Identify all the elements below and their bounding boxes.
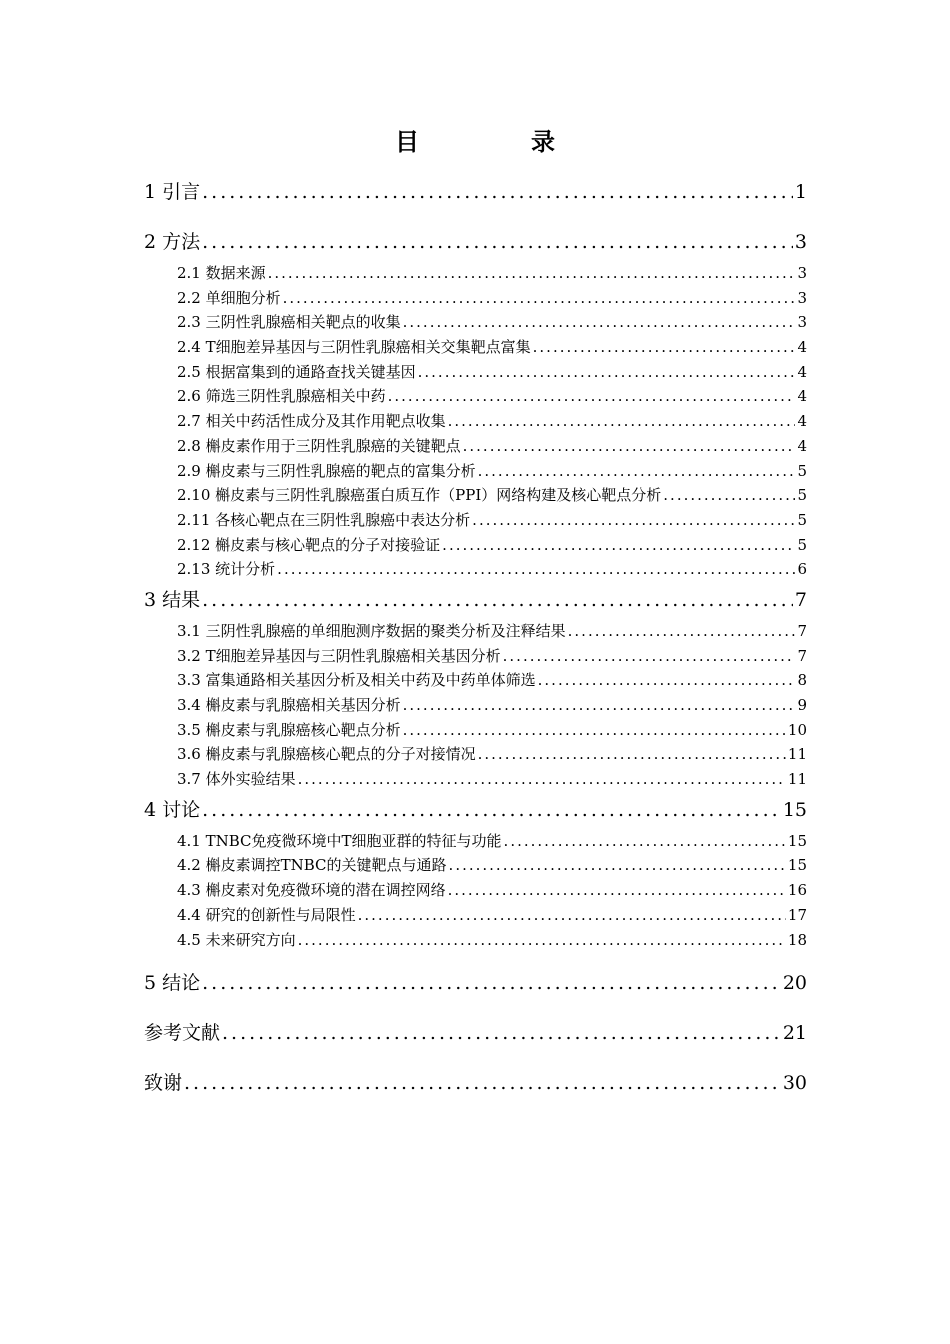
toc-entry-label: 5 结论 — [144, 972, 201, 995]
dot-leader — [503, 644, 796, 669]
toc-entry-2-1[interactable] — [144, 261, 807, 286]
toc-page-number: 16 — [787, 881, 807, 900]
toc-entry-label: 1 引言 — [144, 181, 201, 203]
dot-leader — [463, 434, 796, 459]
toc-entry-label: 3.1 三阴性乳腺癌的单细胞测序数据的聚类分析及注释结果 — [177, 621, 566, 640]
toc-entry-label: 2.3 三阴性乳腺癌相关靶点的收集 — [177, 313, 401, 332]
dot-leader — [504, 829, 786, 854]
toc-entry-2-5[interactable] — [144, 360, 807, 385]
toc-entry-label: 4.3 槲皮素对免疫微环境的潜在调控网络 — [177, 881, 446, 900]
toc-entry-4[interactable] — [144, 792, 807, 829]
toc-entry-label: 2.11 各核心靶点在三阴性乳腺癌中表达分析 — [177, 510, 471, 529]
toc-page-number: 3 — [794, 231, 807, 253]
toc-page-number: 4 — [797, 436, 807, 455]
dot-leader — [283, 286, 796, 311]
toc-page-number: 6 — [797, 560, 807, 579]
dot-leader — [448, 409, 796, 434]
toc-entry-3-2[interactable] — [144, 644, 807, 669]
toc-title: 目 录 — [395, 127, 599, 156]
toc-entry-4-5[interactable] — [144, 928, 807, 953]
dot-leader — [478, 459, 796, 484]
toc-page-number: 15 — [782, 798, 807, 821]
toc-entry-label: 2.8 槲皮素作用于三阴性乳腺癌的关键靶点 — [177, 436, 461, 455]
toc-entry-3-4[interactable] — [144, 693, 807, 718]
toc-entry-references[interactable] — [144, 1015, 807, 1052]
dot-leader — [403, 693, 796, 718]
toc-entry-4-3[interactable] — [144, 878, 807, 903]
toc-entry-label: 2.2 单细胞分析 — [177, 288, 281, 307]
dot-leader — [298, 767, 786, 792]
dot-leader — [418, 360, 796, 385]
toc-entry-3-3[interactable] — [144, 668, 807, 693]
toc-entry-4-2[interactable] — [144, 853, 807, 878]
toc-entry-label: 3.4 槲皮素与乳腺癌相关基因分析 — [177, 696, 401, 714]
toc-page-number: 18 — [787, 930, 807, 949]
dot-leader — [202, 965, 781, 1002]
dot-leader — [222, 1015, 781, 1052]
toc-entry-label: 4.2 槲皮素调控TNBC的关键靶点与通路 — [177, 856, 447, 875]
toc-entry-2-6[interactable] — [144, 384, 807, 409]
toc-entry-label: 3.3 富集通路相关基因分析及相关中药及中药单体筛选 — [177, 671, 536, 690]
toc-entry-3-1[interactable] — [144, 619, 807, 644]
toc-entry-label: 2.7 相关中药活性成分及其作用靶点收集 — [177, 412, 446, 431]
toc-page-number: 11 — [787, 770, 807, 789]
toc-entry-label: 2.10 槲皮素与三阴性乳腺癌蛋白质互作（PPI）网络构建及核心靶点分析 — [177, 486, 662, 505]
toc-page-number: 7 — [794, 588, 807, 611]
dot-leader — [442, 533, 795, 558]
toc-entry-5[interactable] — [144, 965, 807, 1002]
toc-page-number: 3 — [797, 288, 807, 307]
toc-entry-4-1[interactable] — [144, 829, 807, 854]
toc-entry-label: 4.5 未来研究方向 — [177, 930, 296, 949]
toc-page-number: 7 — [797, 621, 807, 640]
toc-entry-label: 3.7 体外实验结果 — [177, 770, 296, 789]
toc-entry-3[interactable] — [144, 582, 807, 619]
dot-leader — [202, 792, 781, 829]
toc-entry-label: 2.13 统计分析 — [177, 560, 276, 579]
dot-leader — [448, 878, 786, 903]
toc-entry-label: 致谢 — [144, 1072, 183, 1095]
dot-leader — [277, 557, 795, 582]
toc-entry-2-10[interactable] — [144, 483, 807, 508]
toc-page-number: 20 — [782, 972, 807, 995]
toc-entry-label: 2.4 T细胞差异基因与三阴性乳腺癌相关交集靶点富集 — [177, 338, 531, 357]
toc-page-number: 4 — [797, 362, 807, 381]
toc-entry-label: 4.4 研究的创新性与局限性 — [177, 905, 356, 924]
dot-leader — [568, 619, 796, 644]
toc-page-number: 7 — [797, 646, 807, 665]
dot-leader — [403, 718, 786, 743]
toc-page-number: 9 — [797, 696, 807, 714]
toc-entry-label: 2.9 槲皮素与三阴性乳腺癌的靶点的富集分析 — [177, 461, 476, 480]
toc-entry-2-7[interactable] — [144, 409, 807, 434]
toc-page-number: 15 — [787, 856, 807, 875]
dot-leader — [403, 310, 796, 335]
toc-page-number: 5 — [797, 510, 807, 529]
toc-page-number: 3 — [797, 313, 807, 332]
dot-leader — [472, 508, 795, 533]
dot-leader — [298, 928, 786, 953]
toc-entry-2[interactable] — [144, 224, 807, 261]
dot-leader — [388, 384, 796, 409]
toc-entry-3-7[interactable] — [144, 767, 807, 792]
dot-leader — [358, 903, 786, 928]
dot-leader — [449, 853, 786, 878]
toc-page-number: 3 — [797, 264, 807, 282]
toc-page-number: 11 — [787, 745, 807, 764]
toc-entry-2-4[interactable] — [144, 335, 807, 360]
dot-leader — [202, 582, 793, 619]
toc-entry-label: 3.2 T细胞差异基因与三阴性乳腺癌相关基因分析 — [177, 646, 501, 665]
dot-leader — [268, 261, 796, 286]
toc-entry-label: 3.6 槲皮素与乳腺癌核心靶点的分子对接情况 — [177, 745, 476, 764]
toc-entry-label: 参考文献 — [144, 1022, 221, 1045]
toc-entry-label: 2.12 槲皮素与核心靶点的分子对接验证 — [177, 535, 441, 554]
toc-entry-label: 2.1 数据来源 — [177, 264, 266, 282]
table-of-contents — [144, 174, 807, 1102]
toc-entry-label: 3 结果 — [144, 588, 201, 611]
toc-page-number: 4 — [797, 387, 807, 406]
toc-page-number: 1 — [794, 181, 807, 203]
toc-entry-2-2[interactable] — [144, 286, 807, 311]
toc-page-number: 4 — [797, 412, 807, 431]
toc-entry-label: 3.5 槲皮素与乳腺癌核心靶点分析 — [177, 720, 401, 739]
dot-leader — [184, 1065, 781, 1102]
toc-page-number: 4 — [797, 338, 807, 357]
toc-page-number: 10 — [787, 720, 807, 739]
toc-page-number: 5 — [797, 461, 807, 480]
toc-entry-label: 4 讨论 — [144, 798, 201, 821]
toc-entry-label: 2.5 根据富集到的通路查找关键基因 — [177, 362, 416, 381]
toc-entry-4-4[interactable] — [144, 903, 807, 928]
dot-leader — [202, 224, 793, 261]
toc-entry-label: 4.1 TNBC免疫微环境中T细胞亚群的特征与功能 — [177, 831, 502, 850]
toc-page-number: 17 — [787, 905, 807, 924]
toc-page-number: 8 — [797, 671, 807, 690]
toc-page-number: 15 — [787, 831, 807, 850]
toc-entry-1[interactable] — [144, 174, 807, 211]
dot-leader — [202, 174, 793, 211]
toc-entry-acknowledgements[interactable] — [144, 1065, 807, 1102]
toc-entry-3-6[interactable] — [144, 742, 807, 767]
toc-entry-2-13[interactable] — [144, 557, 807, 582]
toc-entry-label: 2 方法 — [144, 231, 201, 253]
toc-entry-2-11[interactable] — [144, 508, 807, 533]
toc-entry-2-9[interactable] — [144, 459, 807, 484]
toc-entry-2-12[interactable] — [144, 533, 807, 558]
toc-page-number: 21 — [782, 1022, 807, 1045]
dot-leader — [538, 668, 796, 693]
toc-entry-2-8[interactable] — [144, 434, 807, 459]
dot-leader — [478, 742, 786, 767]
toc-entry-3-5[interactable] — [144, 718, 807, 743]
toc-page-number: 30 — [782, 1072, 807, 1095]
dot-leader — [533, 335, 796, 360]
toc-entry-2-3[interactable] — [144, 310, 807, 335]
toc-page-number: 5 — [797, 486, 807, 505]
toc-entry-label: 2.6 筛选三阴性乳腺癌相关中药 — [177, 387, 386, 406]
dot-leader — [663, 483, 795, 508]
toc-page-number: 5 — [797, 535, 807, 554]
